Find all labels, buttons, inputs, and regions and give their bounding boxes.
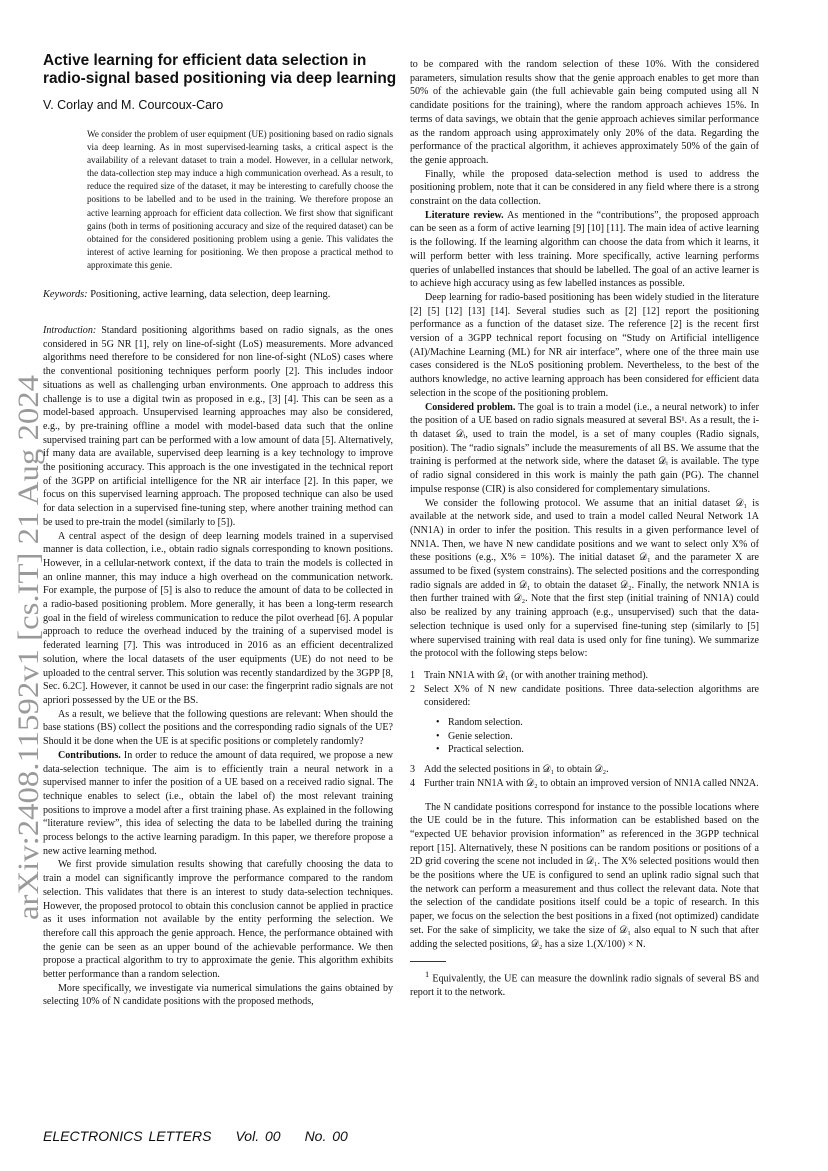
literature-review-paragraph — [410, 209, 759, 291]
paragraph: Finally, while the proposed data-selection method is used to address the positioning problem, note that it can be considered in any field where there is a strong constraint on the data collection. — [410, 168, 759, 208]
literature-review-text: As mentioned in the “contributions”, the proposed approach can be seen as a form of active learning [9] [10] [11]. The main idea of active learning is the following. If the learning algorithm can choose the data from which it learns, it will perform better with less training. More specifically, active learning performs queries of unlabelled instances that should be labelled. The goal of an active learner is to achieve high accuracy using as few labelled instances as possible. — [410, 209, 759, 290]
list-item — [410, 763, 759, 777]
page-footer — [43, 1128, 372, 1144]
arxiv-watermark-text: arXiv:2408.11592v1 [cs.IT] 21 Aug 2024 — [12, 421, 45, 920]
considered-problem-text: The goal is to train a model (i.e., a neural network) to infer the position of a UE based on radio signals measured at several BS¹. As a result, the i-th dataset 𝒟ᵢ, used to train the model, is a set of many couples (Radio signals, position). The “radio signals” include the measurements of all BS. We assume that the training is performed at the network side, where the dataset 𝒟ᵢ is available. The type of radio signal considered in this work is mainly the path gain (PG). The channel impulse response (CIR) is also considered for complementary simulations. — [410, 401, 759, 495]
paragraph: More specifically, we investigate via numerical simulations the gains obtained by selecting 10% of N candidate positions with the proposed methods, — [43, 982, 393, 1008]
footnote — [410, 968, 759, 1000]
contributions-label: Contributions. — [58, 749, 121, 761]
contributions-text: In order to reduce the amount of data required, we propose a new data-selection technique. The aim is to efficiently train a neural network in a supervised manner to infer the position of a UE based on a received radio signal. The technique enables to select (i.e., obtain the label of) the most relevant training positions to improve a model after a first training phase. As explained in the following “literature review”, this idea of selecting the data to be labelled during the training process belongs to the active learning paradigm. In this paper, we therefore propose a new active learning method. — [43, 749, 393, 857]
step-number: 3 — [410, 764, 416, 776]
paper-title: Active learning for efficient data selection in radio-signal based positioning via deep learning — [43, 52, 397, 87]
introduction-paragraph — [43, 324, 393, 530]
paragraph: We consider the following protocol. We assume that an initial dataset 𝒟₁ is available at the network side, and used to train a model called Neural Network 1A (NN1A) in order to infer the position. This results in a given performance level of NN1A. Then, we have N new candidate positions and we want to select only X% of these positions (e.g., X% = 10%). The initial dataset 𝒟₁ and the parameter X are assumed to be fixed (system constrains). The selected positions and the corresponding radio signals are added in 𝒟₁ to obtain the dataset 𝒟₂. Finally, the network NN1A is then further trained with 𝒟₂. Note that the first step (initial training of NN1A) could also be realized by any training approach (e.g., unsupervised) such that the data-selection technique is used only for a supervised fine-tuning step (similarly to [5] where supervised training with real data is used only for fine tuning). We summarize the protocol with the following steps below: — [410, 497, 759, 660]
abstract: We consider the problem of user equipment (UE) positioning based on radio signals via deep learning. As in most supervised-learning tasks, a critical aspect is the availability of a relevant dataset to train a model. However, in a cellular network, the data-collection step may induce a high communication overhead. As a result, to reduce the required size of the dataset, it may be interesting to carefully choose the positions to be labelled and to be used in the training. We therefore propose an active learning approach for efficient data collection. We first show that significant gains (both in terms of positioning accuracy and size of the required dataset) can be obtained for the considered positioning problem using a genie. This validates the interest of active learning for positioning. We then propose a practical method to approximate this genie. — [87, 129, 393, 270]
paragraph: The N candidate positions correspond for instance to the possible locations where the UE could be in the future. This information can be established based on the “expected UE behavior provision information” as referenced in the 3GPP technical report [15]. Alternatively, these N positions can be random positions or positions of a 2D grid covering the scene not included in 𝒟₁. The X% selected positions would then be the positions where the UE is configured to send an uplink radio signal such that the network can perform a measurement and thus collect the relevant data. Note that the selection of the candidate positions itself could be a topic of research. In this paper, we focus on the selection the best positions in a fixed (not optimized) candidate set. For the sake of simplicity, we take the size of 𝒟₁ also equal to N such that after adding the selected positions, 𝒟₂ has a size 1.(X/100) × N. — [410, 801, 759, 950]
keywords — [43, 288, 395, 301]
keywords-text: Positioning, active learning, data selection, deep learning. — [90, 289, 331, 300]
step-text: Add the selected positions in 𝒟₁ to obtain 𝒟₂. — [424, 764, 609, 776]
step-text: Select X% of N new candidate positions. Three data-selection algorithms are considered: — [424, 683, 759, 709]
considered-problem-paragraph — [410, 401, 759, 497]
issue-number: No. 00 — [304, 1128, 348, 1144]
list-item: • Practical selection. — [436, 743, 759, 757]
footnote-rule — [410, 961, 446, 962]
list-item — [410, 683, 759, 758]
footnote-mark: 1 — [425, 970, 430, 980]
paragraph: Deep learning for radio-based positioning has been widely studied in the literature [2] [5] [12] [13] [14]. Several studies such as [2] [12] report the positioning performance as a function of the dataset size. The reference [2] is the recent first version of a 3GPP technical report focusing on “Study on Artificial intelligence (AI)/Machine Learning (ML) for NR air interface”, where one of the three main use cases considered is the NLoS positioning problem. Nevertheless, to the best of the authors knowledge, no active learning approach has been considered for efficient data selection in the scope of the positioning problem. — [410, 291, 759, 399]
introduction-label: Introduction: — [43, 325, 97, 336]
step-number: 1 — [410, 669, 416, 681]
step-number: 2 — [410, 683, 416, 695]
paragraph: We first provide simulation results showing that carefully choosing the data to train a model can significantly improve the performance compared to the random selection. This validates that there is an interest to study data-selection techniques. However, the proposed protocol to obtain this conclusion cannot be applied in practice as it uses information not available by the entity performing the selection. We therefore call this approach the genie approach. Hence, the performance obtained with the genie can be seen as an upper bound of the achievable performance. We then propose a practical algorithm to try to approximate the genie. This algorithm exhibits better performance than a random selection. — [43, 859, 393, 981]
literature-review-label: Literature review. — [425, 209, 504, 221]
paragraph: A central aspect of the design of deep learning models trained in a supervised manner is data collection, i.e., obtain radio signals corresponding to known positions. However, in a cellular-network context, if the data to train the models is collected in an online manner, this may induce a high overhead on the communication network. For example, the purpose of [5] is also to reduce the amount of data to be collected in a radio-based positioning problem. More generally, it has been a long-term research goal in the field of wireless communication to reduce the pilot overhead [6]. A popular approach to reduce the overhead induced by the training of a supervised model is federated learning [7]. This was introduced in 2016 as an efficient decentralized solution, where the local datasets of the user equipments (UE) do not need to be uploaded to the central server. This solution was recently standardized by the 3GPP [8, Sec. 6.2C]. However, it cannot be used in our case: the fingerprint radio signals are not apriori possessed by the UE or the BS. — [43, 530, 393, 706]
protocol-steps — [410, 669, 759, 791]
step-text: Train NN1A with 𝒟₁ (or with another training method). — [424, 669, 649, 681]
paragraph: As a result, we believe that the following questions are relevant: When should the base stations (BS) collect the positions and the corresponding radio signals of the UE? Should it be done when the UE is at specific positions or completely randomly? — [43, 708, 393, 748]
contributions-paragraph — [43, 749, 393, 859]
list-item: • Random selection. — [436, 716, 759, 730]
list-item — [410, 669, 759, 683]
left-column — [43, 324, 393, 1009]
list-item — [410, 777, 759, 791]
step-text: Further train NN1A with 𝒟₂ to obtain an improved version of NN1A called NN2A. — [424, 777, 759, 789]
volume: Vol. 00 — [235, 1128, 281, 1144]
paragraph: to be compared with the random selection of these 10%. With the considered parameters, simulation results show that the genie approach enables to get more than 50% of the achievable gain (the full achievable gain being computed using all N candidate positions for the training), where the random approach achieves 15%. In terms of data savings, we obtain that the genie approach achieves similar performance as the random approach using approximately only 20% of the data. Regarding the performance of the practical algorithm, it achieves approximately 50% of the gain of the genie approach. — [410, 59, 759, 166]
right-column — [410, 58, 759, 1000]
step-number: 4 — [410, 777, 416, 789]
algorithm-list — [436, 716, 759, 757]
authors: V. Corlay and M. Courcoux-Caro — [43, 98, 224, 112]
introduction-text: Standard positioning algorithms based on radio signals, as the ones considered in 5G NR [1], rely on line-of-sight (LoS) measurements. More advanced algorithms need therefore to be considered for non line-of-sight (NLoS) cases where the conventional positioning techniques perform poorly [2]. This includes indoor situations as well as challenging urban environments. One approach to address this challenge is to use a digital twin as proposed in e.g., [3] [4]. This can be seen as a model-based approach. Unsupervised learning approaches may also be considered, e.g., by pre-training offline a model with model-based data such that the online supervised training part can be performed with a low amount of data [5]. Alternatively, if many data are available, supervised deep learning is a key technology to improve the positioning accuracy. This approach is the one investigated in the technical report of the 3GPP on artificial intelligence for the NR air interface [2]. In this paper, we focus on this supervised learning approach. The proposed technique can also be used for data selection in a supervised fine-tuning step, where another training method can be used to pre-train the model (similarly to [5]). — [43, 325, 393, 528]
keywords-label: Keywords: — [43, 289, 88, 300]
list-item: • Genie selection. — [436, 730, 759, 744]
considered-problem-label: Considered problem. — [425, 401, 516, 413]
journal-name: ELECTRONICS LETTERS — [43, 1128, 212, 1144]
footnote-text: Equivalently, the UE can measure the downlink radio signals of several BS and report it to the network. — [410, 973, 760, 999]
